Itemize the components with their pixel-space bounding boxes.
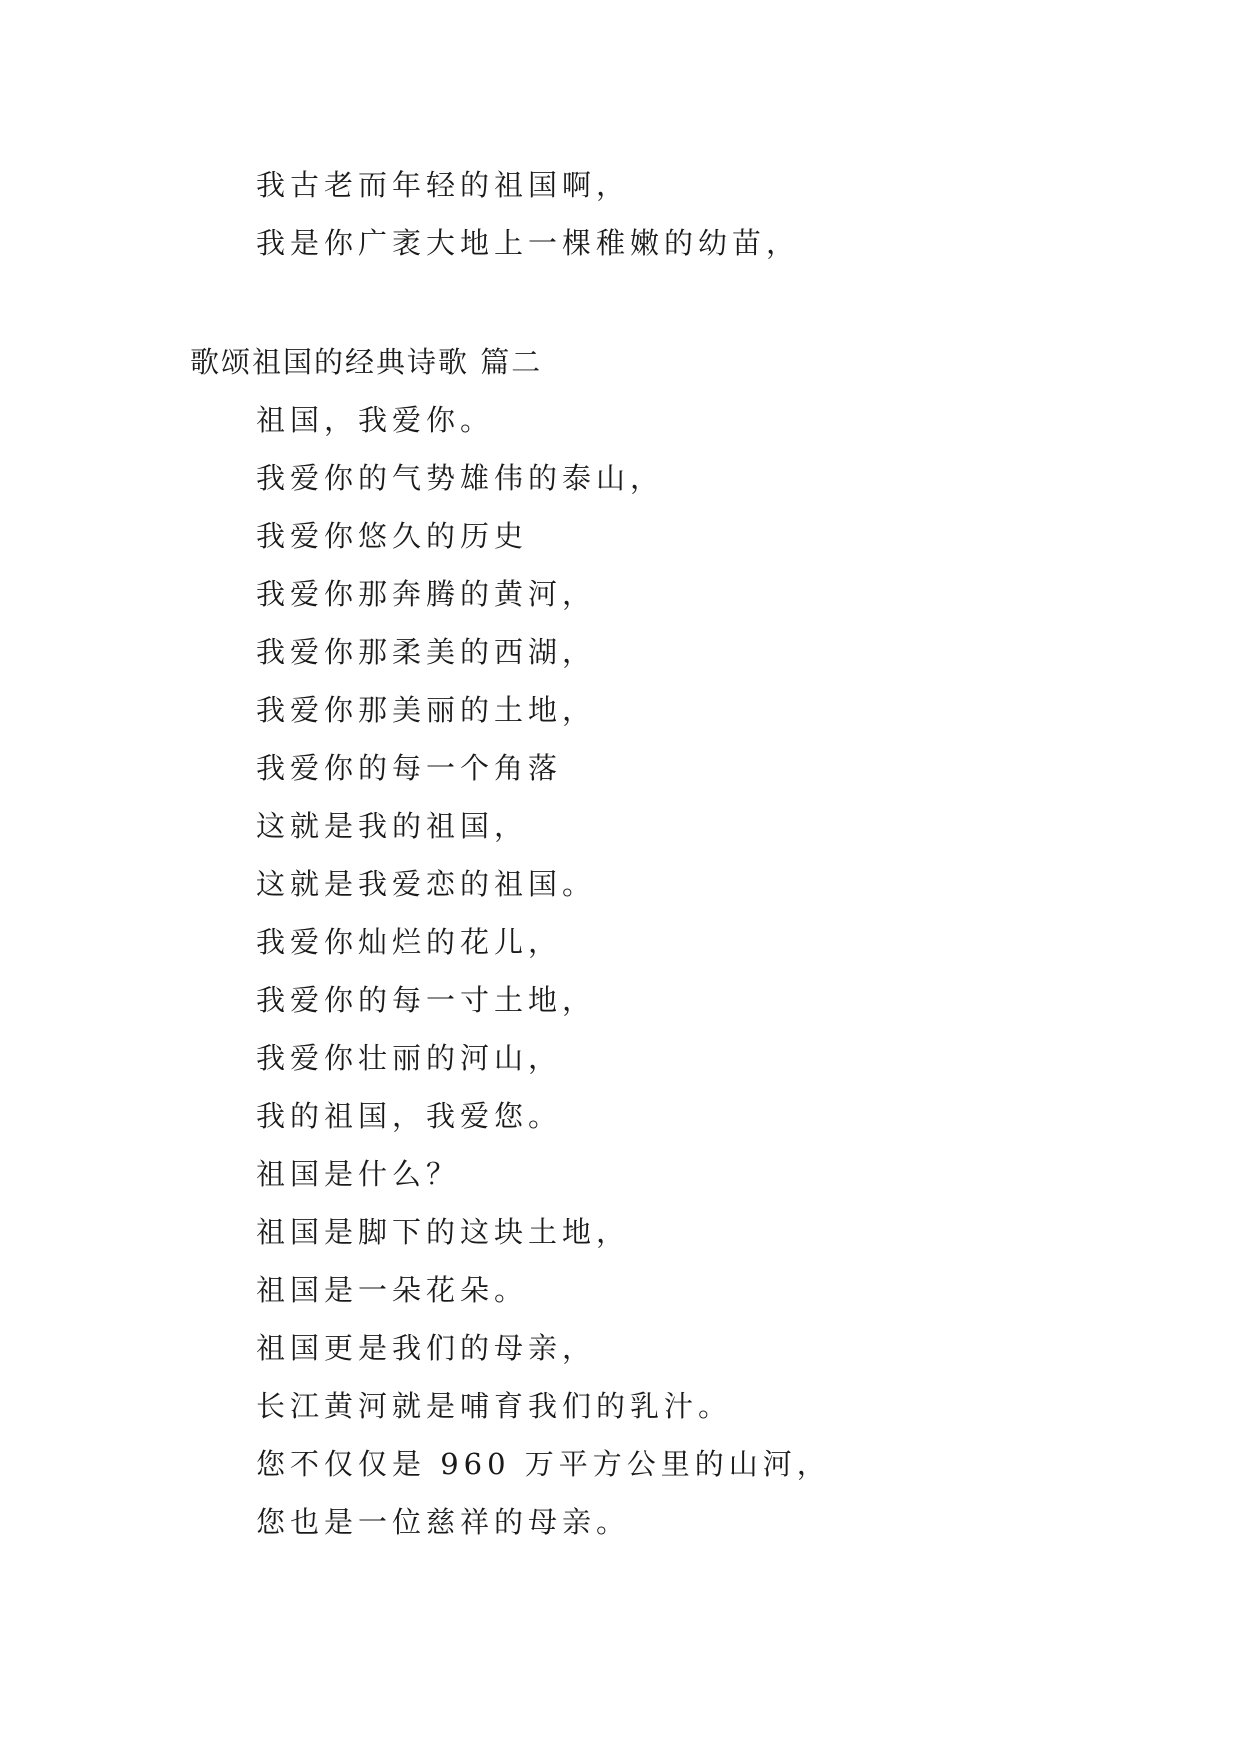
poem-line: 我爱你悠久的历史 — [256, 519, 529, 553]
section-heading: 歌颂祖国的经典诗歌 篇二 — [190, 345, 543, 379]
poem-line: 这就是我爱恋的祖国。 — [256, 867, 597, 901]
poem-line: 我爱你的气势雄伟的泰山， — [256, 461, 665, 495]
poem-line: 这就是我的祖国， — [256, 809, 529, 843]
poem-line: 祖国是什么？ — [256, 1157, 461, 1191]
poem-line: 我爱你那美丽的土地， — [256, 693, 597, 727]
poem-line: 我爱你壮丽的河山， — [256, 1041, 563, 1075]
intro-stanza — [0, 156, 1241, 272]
poem-line: 我爱你那柔美的西湖， — [256, 635, 597, 669]
poem-line: 祖国是一朵花朵。 — [256, 1273, 529, 1307]
poem-line: 我古老而年轻的祖国啊， — [256, 168, 631, 202]
poem-line: 祖国，我爱你。 — [256, 403, 495, 437]
poem-line: 我是你广袤大地上一棵稚嫩的幼苗， — [256, 226, 801, 260]
poem-line: 我爱你那奔腾的黄河， — [256, 577, 597, 611]
poem-line: 我的祖国，我爱您。 — [256, 1099, 563, 1133]
poem-line: 您不仅仅是 960 万平方公里的山河， — [256, 1447, 831, 1481]
poem-line: 您也是一位慈祥的母亲。 — [256, 1505, 631, 1539]
poem-line: 祖国更是我们的母亲， — [256, 1331, 597, 1365]
poem-line: 我爱你的每一个角落 — [256, 751, 563, 785]
poem-line: 长江黄河就是哺育我们的乳汁。 — [256, 1389, 733, 1423]
poem-line: 我爱你的每一寸土地， — [256, 983, 597, 1017]
poem-line: 我爱你灿烂的花儿， — [256, 925, 563, 959]
poem-line: 祖国是脚下的这块土地， — [256, 1215, 631, 1249]
poem-section — [0, 333, 1241, 1551]
